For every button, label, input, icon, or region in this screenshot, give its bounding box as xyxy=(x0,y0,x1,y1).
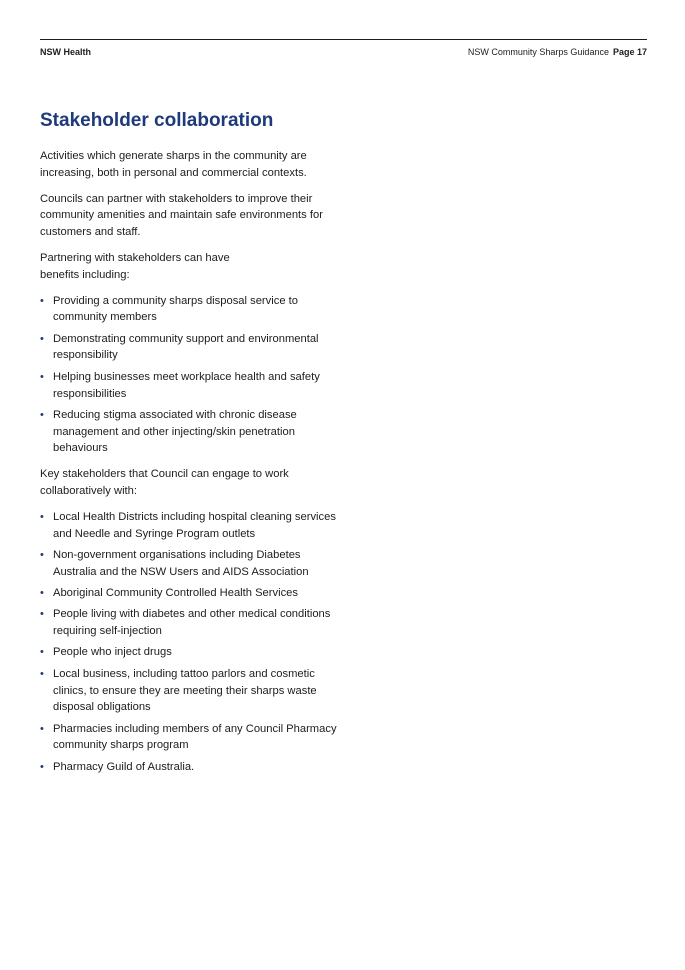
bullet-icon: • xyxy=(40,608,44,621)
header-right xyxy=(468,46,647,58)
list-item: • Non-government organisations including Diabetes Australia and the NSW Users and AIDS Association xyxy=(40,548,309,578)
bullet-icon: • xyxy=(40,722,44,735)
list-item: • Pharmacy Guild of Australia. xyxy=(40,759,340,776)
bullet-icon: • xyxy=(40,646,44,659)
list-item: • Local Health Districts including hospital cleaning services and Needle and Syringe Program outlets xyxy=(40,510,336,540)
bullet-icon: • xyxy=(40,408,44,421)
header-document-title: NSW Community Sharps Guidance xyxy=(467,47,609,57)
bullet-icon: • xyxy=(40,370,44,383)
page-number: Page 17 xyxy=(612,47,647,57)
list-item: • Aboriginal Community Controlled Health Services xyxy=(40,585,340,602)
section-title: Stakeholder collaboration xyxy=(40,110,274,131)
bullet-icon: • xyxy=(40,332,44,345)
list-item: • People living with diabetes and other medical conditions requiring self-injection xyxy=(40,608,331,638)
list-item: • People who inject drugs xyxy=(40,644,340,661)
list-item: • Reducing stigma associated with chronic disease management and other injecting/skin penetration behaviours xyxy=(40,408,297,455)
benefits-intro: Partnering with stakeholders can have benefits including: xyxy=(40,251,230,281)
bullet-icon: • xyxy=(40,510,44,523)
bullet-icon: • xyxy=(40,587,44,600)
list-item: • Local business, including tattoo parlors and cosmetic clinics, to ensure they are meeting their sharps waste disposal obligations xyxy=(40,667,317,714)
list-item: • Pharmacies including members of any Council Pharmacy community sharps program xyxy=(40,722,337,752)
bullet-icon: • xyxy=(40,667,44,680)
header-organisation: NSW Health xyxy=(40,47,92,57)
partner-paragraph: Councils can partner with stakeholders to improve their community amenities and maintain safe environments for customers and staff. xyxy=(40,192,323,239)
benefits-list xyxy=(40,293,340,458)
list-item: • Helping businesses meet workplace health and safety responsibilities xyxy=(40,370,320,400)
intro-paragraph: Activities which generate sharps in the community are increasing, both in personal and commercial contexts. xyxy=(40,150,307,179)
bullet-icon: • xyxy=(40,548,44,561)
page-header xyxy=(40,39,647,58)
stakeholders-list xyxy=(40,509,340,776)
bullet-icon: • xyxy=(40,760,44,773)
list-item: • Providing a community sharps disposal service to community members xyxy=(40,294,298,324)
stakeholders-intro: Key stakeholders that Council can engage to work collaboratively with: xyxy=(40,468,289,498)
main-content xyxy=(40,108,340,785)
bullet-icon: • xyxy=(40,294,44,307)
list-item: • Demonstrating community support and environmental responsibility xyxy=(40,332,319,362)
